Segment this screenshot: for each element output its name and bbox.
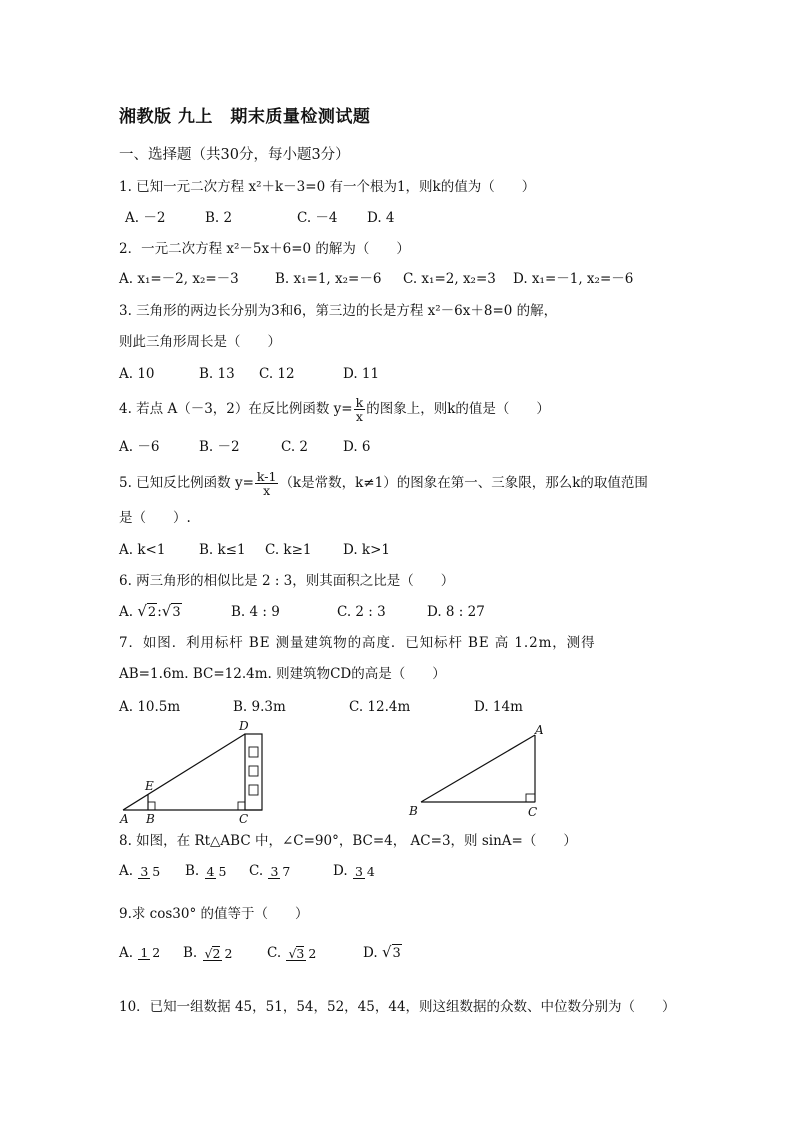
q9-option-c-frac: [286, 946, 318, 961]
question-5-options: [119, 541, 390, 559]
q1-option-c: C. －4: [297, 210, 338, 226]
q8-b-den: 5: [218, 863, 227, 879]
fig2-label-b: B: [409, 804, 418, 818]
q4-option-d: D. 6: [343, 439, 371, 455]
q5-option-c: C. k≥1: [265, 542, 312, 558]
q8-option-d-label: D.: [333, 863, 348, 879]
q6-option-c: C. 2 : 3: [337, 603, 386, 620]
figure-building-measurement: [115, 718, 275, 830]
q2-option-b: B. x₁=1, x₂=－6: [275, 271, 382, 287]
q6-sqrt-2: √2: [137, 602, 157, 620]
q8-c-den: 7: [282, 863, 291, 879]
q8-option-c: [249, 862, 333, 880]
q4-stem-pre: 4. 若点 A（－3，2）在反比例函数 y=: [119, 401, 353, 417]
q8-option-a-label: A.: [119, 863, 134, 879]
q3-option-c: C. 12: [259, 366, 295, 382]
q9-c-radicand: 3: [296, 945, 305, 961]
question-10-stem: 10．已知一组数据 45，51，54，52，45，44，则这组数据的众数、中位数分别为（ ）: [119, 999, 676, 1015]
q9-a-num: 1: [140, 945, 149, 960]
q5-fraction-den: x: [263, 483, 271, 498]
question-7-stem: 7．如图．利用标杆 BE 测量建筑物的高度．已知标杆 BE 高 1.2m，测得: [119, 635, 596, 651]
q2-option-a: A. x₁=－2, x₂=－3: [119, 271, 239, 287]
q4-option-a: A. －6: [119, 439, 160, 455]
fig2-label-a: A: [535, 723, 544, 737]
q7-option-d: D. 14m: [474, 699, 523, 715]
q4-stem-post: 的图象上，则k的值是（ ）: [366, 401, 550, 417]
fig2-label-c: C: [528, 805, 538, 819]
q6-sqrt-3: √3: [161, 602, 181, 620]
q9-option-a-frac: [138, 946, 162, 960]
q6-option-d: D. 8 : 27: [427, 603, 485, 620]
q9-option-b-frac: [203, 946, 235, 961]
figure-right-triangle: [400, 722, 555, 822]
q9-option-d-label: D.: [363, 944, 378, 961]
question-3-options: [119, 365, 379, 383]
question-4-options: [119, 438, 371, 456]
q6-sqrt-3-radicand: 3: [172, 605, 181, 620]
question-8-options: [119, 862, 378, 880]
q9-option-b: [183, 944, 267, 962]
section-heading: 一、选择题（共30分，每小题3分）: [119, 147, 350, 163]
q6-option-a: [119, 602, 231, 622]
question-3-stem-cont: 则此三角形周长是（ ）: [119, 334, 281, 350]
q1-option-a: A. －2: [125, 210, 166, 226]
question-1-stem: 1. 已知一元二次方程 x²＋k－3=0 有一个根为1，则k的值为（ ）: [119, 179, 536, 195]
question-2-options: [119, 270, 633, 288]
q9-b-den: 2: [224, 945, 233, 961]
q8-option-b-label: B.: [185, 863, 200, 879]
q5-fraction: [255, 470, 279, 497]
q9-b-num: √2: [204, 945, 221, 961]
q8-option-d: [333, 862, 378, 880]
q9-option-c: [267, 944, 363, 962]
q8-option-a: [119, 862, 185, 880]
q8-option-b: [185, 862, 249, 880]
q5-option-d: D. k>1: [343, 542, 391, 558]
q9-option-c-label: C.: [267, 944, 282, 961]
q5-fraction-num: k-1: [256, 469, 277, 484]
question-2-stem: 2．一元二次方程 x²－5x＋6=0 的解为（ ）: [119, 241, 410, 257]
q8-d-den: 4: [366, 863, 375, 879]
fig1-label-c: C: [239, 812, 249, 826]
question-8-stem: 8. 如图，在 Rt△ABC 中，∠C=90°，BC=4， AC=3，则 sinA=（ ）: [119, 833, 577, 849]
q9-d-radicand: 3: [392, 946, 401, 961]
q6-sqrt-2-radicand: 2: [147, 605, 157, 620]
q4-option-b: B. －2: [199, 439, 240, 455]
q4-option-c: C. 2: [281, 439, 309, 455]
q4-fraction-num: k: [355, 395, 364, 410]
q5-stem-pre: 5. 已知反比例函数 y=: [119, 475, 254, 491]
question-7-stem-cont: AB=1.6m. BC=12.4m. 则建筑物CD的高是（ ）: [119, 666, 446, 682]
question-6-options: [119, 602, 485, 622]
q1-option-d: D. 4: [367, 210, 395, 226]
q7-option-c: C. 12.4m: [349, 699, 411, 715]
q8-option-c-frac: [268, 865, 292, 879]
q7-option-b: B. 9.3m: [233, 699, 286, 715]
q4-fraction: [354, 396, 366, 423]
q8-option-a-frac: [138, 865, 162, 879]
q8-c-num: 3: [270, 863, 279, 879]
q9-c-den: 2: [308, 945, 317, 961]
q9-d-sqrt: √3: [381, 943, 401, 961]
question-6-stem: 6. 两三角形的相似比是 2 : 3，则其面积之比是（ ）: [119, 573, 455, 589]
q1-option-b: B. 2: [205, 210, 233, 226]
question-5-stem-cont: 是（ ）.: [119, 510, 191, 526]
q3-option-d: D. 11: [343, 366, 380, 382]
q8-option-b-frac: [205, 865, 229, 879]
fig1-label-a: A: [120, 812, 129, 826]
q8-option-c-label: C.: [249, 863, 264, 879]
q9-option-a-label: A.: [119, 944, 134, 961]
q8-b-num: 4: [206, 863, 215, 879]
question-9-options: [119, 943, 402, 963]
q8-option-d-frac: [353, 865, 377, 879]
q4-fraction-den: x: [355, 409, 363, 424]
q8-a-den: 5: [152, 863, 161, 879]
question-7-options: [119, 698, 523, 716]
q9-option-b-label: B.: [183, 944, 198, 961]
q3-option-b: B. 13: [199, 366, 235, 382]
fig1-label-b: B: [146, 812, 155, 826]
q9-option-d: [363, 943, 402, 963]
q5-stem-post: （k是常数，k≠1）的图象在第一、三象限，那么k的取值范围: [279, 475, 648, 491]
q5-option-b: B. k≤1: [199, 542, 246, 558]
question-9-stem: 9.求 cos30° 的值等于（ ）: [119, 906, 309, 922]
q8-a-num: 3: [140, 863, 149, 879]
q6-option-a-label: A.: [119, 603, 134, 620]
q9-a-den: 2: [152, 945, 161, 960]
fig1-label-e: E: [145, 779, 154, 793]
q5-option-a: A. k<1: [119, 542, 166, 558]
q6-option-b: B. 4 : 9: [231, 603, 280, 620]
exam-title: 湘教版 九上 期末质量检测试题: [119, 107, 371, 127]
q9-b-radicand: 2: [212, 945, 221, 961]
q3-option-a: A. 10: [119, 366, 155, 382]
question-1-options: [125, 209, 395, 227]
question-3-stem: 3. 三角形的两边长分别为3和6，第三边的长是方程 x²－6x＋8=0 的解，: [119, 303, 558, 319]
question-5-stem: [119, 470, 648, 497]
q2-option-d: D. x₁=－1, x₂=－6: [513, 271, 634, 287]
q2-option-c: C. x₁=2, x₂=3: [403, 271, 496, 287]
q7-option-a: A. 10.5m: [119, 699, 181, 715]
question-4-stem: [119, 396, 550, 423]
q9-c-num: √3: [288, 945, 305, 961]
q9-option-a: [119, 944, 183, 962]
q6-ratio-sep: :: [157, 603, 162, 620]
q8-d-num: 3: [354, 863, 363, 879]
fig1-label-d: D: [239, 719, 249, 733]
